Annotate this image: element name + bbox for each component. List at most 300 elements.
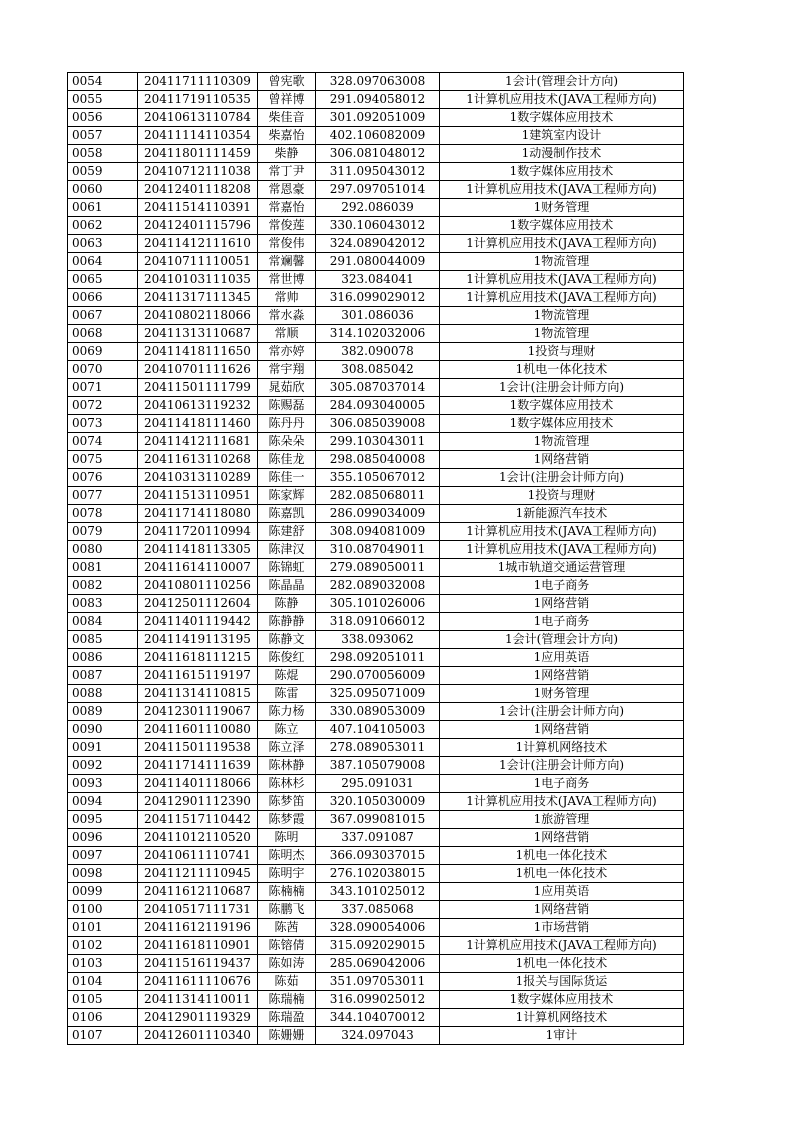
- student-name-cell: 陈佳一: [258, 469, 316, 487]
- score-cell: 291.094058012: [316, 91, 440, 109]
- exam-number-cell: 20412901119329: [138, 1009, 258, 1027]
- serial-number-cell: 0074: [68, 433, 138, 451]
- exam-number-cell: 20411412111681: [138, 433, 258, 451]
- serial-number-cell: 0095: [68, 811, 138, 829]
- exam-number-cell: 20411114110354: [138, 127, 258, 145]
- score-cell: 301.092051009: [316, 109, 440, 127]
- score-cell: 292.086039: [316, 199, 440, 217]
- major-cell: 1电子商务: [440, 577, 684, 595]
- major-cell: 1网络营销: [440, 451, 684, 469]
- serial-number-cell: 0071: [68, 379, 138, 397]
- serial-number-cell: 0060: [68, 181, 138, 199]
- table-row: [68, 433, 684, 451]
- serial-number-cell: 0056: [68, 109, 138, 127]
- major-cell: 1机电一体化技术: [440, 361, 684, 379]
- serial-number-cell: 0085: [68, 631, 138, 649]
- table-row: [68, 307, 684, 325]
- table-row: [68, 595, 684, 613]
- serial-number-cell: 0064: [68, 253, 138, 271]
- exam-number-cell: 20411419113195: [138, 631, 258, 649]
- student-name-cell: 柴佳音: [258, 109, 316, 127]
- student-name-cell: 陈晶晶: [258, 577, 316, 595]
- student-name-cell: 常俊伟: [258, 235, 316, 253]
- score-cell: 308.085042: [316, 361, 440, 379]
- serial-number-cell: 0069: [68, 343, 138, 361]
- serial-number-cell: 0063: [68, 235, 138, 253]
- exam-number-cell: 20411313110687: [138, 325, 258, 343]
- exam-number-cell: 20411401118066: [138, 775, 258, 793]
- major-cell: 1投资与理财: [440, 487, 684, 505]
- exam-number-cell: 20411618111215: [138, 649, 258, 667]
- exam-number-cell: 20410517111731: [138, 901, 258, 919]
- table-row: [68, 451, 684, 469]
- major-cell: 1应用英语: [440, 883, 684, 901]
- score-cell: 387.105079008: [316, 757, 440, 775]
- major-cell: 1财务管理: [440, 199, 684, 217]
- serial-number-cell: 0079: [68, 523, 138, 541]
- score-cell: 301.086036: [316, 307, 440, 325]
- score-cell: 298.085040008: [316, 451, 440, 469]
- score-cell: 290.070056009: [316, 667, 440, 685]
- table-row: [68, 127, 684, 145]
- major-cell: 1数字媒体应用技术: [440, 415, 684, 433]
- serial-number-cell: 0092: [68, 757, 138, 775]
- student-name-cell: 陈雷: [258, 685, 316, 703]
- table-row: [68, 253, 684, 271]
- serial-number-cell: 0067: [68, 307, 138, 325]
- exam-number-cell: 20410712111038: [138, 163, 258, 181]
- table-row: [68, 631, 684, 649]
- score-cell: 402.106082009: [316, 127, 440, 145]
- major-cell: 1数字媒体应用技术: [440, 991, 684, 1009]
- serial-number-cell: 0097: [68, 847, 138, 865]
- exam-number-cell: 20411012110520: [138, 829, 258, 847]
- table-row: [68, 469, 684, 487]
- student-name-cell: 陈镕倩: [258, 937, 316, 955]
- score-cell: 279.089050011: [316, 559, 440, 577]
- score-cell: 355.105067012: [316, 469, 440, 487]
- exam-number-cell: 20410711110051: [138, 253, 258, 271]
- score-cell: 320.105030009: [316, 793, 440, 811]
- score-cell: 306.081048012: [316, 145, 440, 163]
- table-row: [68, 73, 684, 91]
- student-name-cell: 陈锦虹: [258, 559, 316, 577]
- table-row: [68, 199, 684, 217]
- table-row: [68, 397, 684, 415]
- score-cell: 324.097043: [316, 1027, 440, 1045]
- major-cell: 1报关与国际货运: [440, 973, 684, 991]
- exam-number-cell: 20411418111650: [138, 343, 258, 361]
- serial-number-cell: 0077: [68, 487, 138, 505]
- score-cell: 324.089042012: [316, 235, 440, 253]
- major-cell: 1会计(注册会计师方向): [440, 703, 684, 721]
- major-cell: 1数字媒体应用技术: [440, 163, 684, 181]
- student-name-cell: 陈力杨: [258, 703, 316, 721]
- student-name-cell: 陈立: [258, 721, 316, 739]
- exam-number-cell: 20410613110784: [138, 109, 258, 127]
- score-cell: 295.091031: [316, 775, 440, 793]
- exam-number-cell: 20410613119232: [138, 397, 258, 415]
- serial-number-cell: 0068: [68, 325, 138, 343]
- table-row: [68, 271, 684, 289]
- table-row: [68, 343, 684, 361]
- table-row: [68, 739, 684, 757]
- major-cell: 1计算机应用技术(JAVA工程师方向): [440, 937, 684, 955]
- serial-number-cell: 0061: [68, 199, 138, 217]
- serial-number-cell: 0081: [68, 559, 138, 577]
- major-cell: 1网络营销: [440, 901, 684, 919]
- exam-number-cell: 20412501112604: [138, 595, 258, 613]
- exam-number-cell: 20411418113305: [138, 541, 258, 559]
- score-cell: 282.089032008: [316, 577, 440, 595]
- exam-number-cell: 20411513110951: [138, 487, 258, 505]
- major-cell: 1网络营销: [440, 829, 684, 847]
- student-name-cell: 陈丹丹: [258, 415, 316, 433]
- score-cell: 366.093037015: [316, 847, 440, 865]
- major-cell: 1计算机应用技术(JAVA工程师方向): [440, 181, 684, 199]
- major-cell: 1网络营销: [440, 667, 684, 685]
- score-cell: 310.087049011: [316, 541, 440, 559]
- major-cell: 1城市轨道交通运营管理: [440, 559, 684, 577]
- score-cell: 316.099025012: [316, 991, 440, 1009]
- serial-number-cell: 0059: [68, 163, 138, 181]
- score-cell: 278.089053011: [316, 739, 440, 757]
- score-cell: 297.097051014: [316, 181, 440, 199]
- student-name-cell: 常亦婷: [258, 343, 316, 361]
- major-cell: 1电子商务: [440, 775, 684, 793]
- table-row: [68, 811, 684, 829]
- table-row: [68, 379, 684, 397]
- score-cell: 306.085039008: [316, 415, 440, 433]
- serial-number-cell: 0084: [68, 613, 138, 631]
- table-row: [68, 91, 684, 109]
- major-cell: 1计算机网络技术: [440, 1009, 684, 1027]
- major-cell: 1会计(管理会计方向): [440, 631, 684, 649]
- score-cell: 282.085068011: [316, 487, 440, 505]
- serial-number-cell: 0103: [68, 955, 138, 973]
- student-name-cell: 陈梦霞: [258, 811, 316, 829]
- student-name-cell: 陈静文: [258, 631, 316, 649]
- exam-number-cell: 20411516119437: [138, 955, 258, 973]
- serial-number-cell: 0086: [68, 649, 138, 667]
- exam-number-cell: 20411401119442: [138, 613, 258, 631]
- exam-number-cell: 20411314110011: [138, 991, 258, 1009]
- student-name-cell: 陈明: [258, 829, 316, 847]
- exam-number-cell: 20410802118066: [138, 307, 258, 325]
- major-cell: 1物流管理: [440, 253, 684, 271]
- major-cell: 1新能源汽车技术: [440, 505, 684, 523]
- table-row: [68, 721, 684, 739]
- student-name-cell: 晁茹欣: [258, 379, 316, 397]
- serial-number-cell: 0066: [68, 289, 138, 307]
- student-name-cell: 陈瑞盈: [258, 1009, 316, 1027]
- table-row: [68, 865, 684, 883]
- exam-number-cell: 20410313110289: [138, 469, 258, 487]
- table-row: [68, 217, 684, 235]
- serial-number-cell: 0089: [68, 703, 138, 721]
- serial-number-cell: 0105: [68, 991, 138, 1009]
- major-cell: 1计算机应用技术(JAVA工程师方向): [440, 793, 684, 811]
- student-name-cell: 常斓馨: [258, 253, 316, 271]
- exam-number-cell: 20411317111345: [138, 289, 258, 307]
- student-name-cell: 陈静静: [258, 613, 316, 631]
- serial-number-cell: 0088: [68, 685, 138, 703]
- score-cell: 316.099029012: [316, 289, 440, 307]
- exam-number-cell: 20412401118208: [138, 181, 258, 199]
- student-name-cell: 陈茹: [258, 973, 316, 991]
- major-cell: 1物流管理: [440, 325, 684, 343]
- exam-number-cell: 20411614110007: [138, 559, 258, 577]
- exam-number-cell: 20411211110945: [138, 865, 258, 883]
- student-name-cell: 曾宪歌: [258, 73, 316, 91]
- student-name-cell: 陈明宇: [258, 865, 316, 883]
- student-name-cell: 常帅: [258, 289, 316, 307]
- serial-number-cell: 0106: [68, 1009, 138, 1027]
- serial-number-cell: 0107: [68, 1027, 138, 1045]
- student-name-cell: 陈焜: [258, 667, 316, 685]
- serial-number-cell: 0055: [68, 91, 138, 109]
- table-row: [68, 667, 684, 685]
- score-cell: 291.080044009: [316, 253, 440, 271]
- table-row: [68, 793, 684, 811]
- student-name-cell: 柴静: [258, 145, 316, 163]
- major-cell: 1市场营销: [440, 919, 684, 937]
- serial-number-cell: 0099: [68, 883, 138, 901]
- major-cell: 1机电一体化技术: [440, 955, 684, 973]
- serial-number-cell: 0058: [68, 145, 138, 163]
- table-row: [68, 901, 684, 919]
- score-cell: 298.092051011: [316, 649, 440, 667]
- exam-number-cell: 20410103111035: [138, 271, 258, 289]
- major-cell: 1电子商务: [440, 613, 684, 631]
- exam-number-cell: 20411501111799: [138, 379, 258, 397]
- student-name-cell: 陈楠楠: [258, 883, 316, 901]
- table-row: [68, 955, 684, 973]
- score-cell: 315.092029015: [316, 937, 440, 955]
- major-cell: 1动漫制作技术: [440, 145, 684, 163]
- table-row: [68, 829, 684, 847]
- score-cell: 343.101025012: [316, 883, 440, 901]
- student-name-cell: 陈立泽: [258, 739, 316, 757]
- score-cell: 305.087037014: [316, 379, 440, 397]
- table-row: [68, 523, 684, 541]
- student-name-cell: 陈茜: [258, 919, 316, 937]
- student-name-cell: 常恩豪: [258, 181, 316, 199]
- serial-number-cell: 0076: [68, 469, 138, 487]
- major-cell: 1计算机应用技术(JAVA工程师方向): [440, 235, 684, 253]
- student-name-cell: 陈静: [258, 595, 316, 613]
- score-cell: 330.089053009: [316, 703, 440, 721]
- score-cell: 367.099081015: [316, 811, 440, 829]
- major-cell: 1数字媒体应用技术: [440, 109, 684, 127]
- major-cell: 1计算机应用技术(JAVA工程师方向): [440, 523, 684, 541]
- student-name-cell: 柴嘉怡: [258, 127, 316, 145]
- table-row: [68, 775, 684, 793]
- score-cell: 328.097063008: [316, 73, 440, 91]
- table-row: [68, 325, 684, 343]
- serial-number-cell: 0054: [68, 73, 138, 91]
- table-row: [68, 559, 684, 577]
- table-row: [68, 685, 684, 703]
- major-cell: 1建筑室内设计: [440, 127, 684, 145]
- table-row: [68, 577, 684, 595]
- major-cell: 1计算机应用技术(JAVA工程师方向): [440, 541, 684, 559]
- score-cell: 325.095071009: [316, 685, 440, 703]
- score-cell: 276.102038015: [316, 865, 440, 883]
- exam-number-cell: 20411412111610: [138, 235, 258, 253]
- serial-number-cell: 0070: [68, 361, 138, 379]
- score-cell: 337.091087: [316, 829, 440, 847]
- major-cell: 1会计(注册会计师方向): [440, 757, 684, 775]
- major-cell: 1会计(注册会计师方向): [440, 379, 684, 397]
- student-name-cell: 陈朵朵: [258, 433, 316, 451]
- serial-number-cell: 0080: [68, 541, 138, 559]
- table-row: [68, 649, 684, 667]
- exam-number-cell: 20411613110268: [138, 451, 258, 469]
- serial-number-cell: 0073: [68, 415, 138, 433]
- serial-number-cell: 0083: [68, 595, 138, 613]
- exam-number-cell: 20411314110815: [138, 685, 258, 703]
- table-row: [68, 883, 684, 901]
- major-cell: 1计算机应用技术(JAVA工程师方向): [440, 271, 684, 289]
- serial-number-cell: 0090: [68, 721, 138, 739]
- table-row: [68, 991, 684, 1009]
- student-name-cell: 陈林静: [258, 757, 316, 775]
- major-cell: 1旅游管理: [440, 811, 684, 829]
- major-cell: 1数字媒体应用技术: [440, 397, 684, 415]
- score-cell: 328.090054006: [316, 919, 440, 937]
- student-name-cell: 常俊莲: [258, 217, 316, 235]
- table-row: [68, 235, 684, 253]
- exam-number-cell: 20412901112390: [138, 793, 258, 811]
- table-row: [68, 541, 684, 559]
- student-name-cell: 曾祥博: [258, 91, 316, 109]
- exam-number-cell: 20411612110687: [138, 883, 258, 901]
- major-cell: 1网络营销: [440, 721, 684, 739]
- serial-number-cell: 0075: [68, 451, 138, 469]
- table-row: [68, 181, 684, 199]
- score-cell: 338.093062: [316, 631, 440, 649]
- student-name-cell: 陈如涛: [258, 955, 316, 973]
- serial-number-cell: 0057: [68, 127, 138, 145]
- exam-number-cell: 20411711110309: [138, 73, 258, 91]
- serial-number-cell: 0096: [68, 829, 138, 847]
- exam-number-cell: 20411517110442: [138, 811, 258, 829]
- table-row: [68, 1009, 684, 1027]
- major-cell: 1应用英语: [440, 649, 684, 667]
- major-cell: 1机电一体化技术: [440, 865, 684, 883]
- table-row: [68, 703, 684, 721]
- score-cell: 330.106043012: [316, 217, 440, 235]
- exam-number-cell: 20411714118080: [138, 505, 258, 523]
- exam-number-cell: 20412301119067: [138, 703, 258, 721]
- student-name-cell: 陈建舒: [258, 523, 316, 541]
- major-cell: 1计算机应用技术(JAVA工程师方向): [440, 289, 684, 307]
- score-cell: 407.104105003: [316, 721, 440, 739]
- exam-number-cell: 20412601110340: [138, 1027, 258, 1045]
- table-row: [68, 1027, 684, 1045]
- major-cell: 1网络营销: [440, 595, 684, 613]
- table-row: [68, 505, 684, 523]
- student-name-cell: 陈俊红: [258, 649, 316, 667]
- serial-number-cell: 0072: [68, 397, 138, 415]
- student-name-cell: 陈林杉: [258, 775, 316, 793]
- major-cell: 1会计(管理会计方向): [440, 73, 684, 91]
- table-row: [68, 613, 684, 631]
- table-row: [68, 415, 684, 433]
- serial-number-cell: 0102: [68, 937, 138, 955]
- score-cell: 299.103043011: [316, 433, 440, 451]
- table-row: [68, 145, 684, 163]
- exam-number-cell: 20411501119538: [138, 739, 258, 757]
- student-name-cell: 陈姗姗: [258, 1027, 316, 1045]
- serial-number-cell: 0104: [68, 973, 138, 991]
- serial-number-cell: 0098: [68, 865, 138, 883]
- student-name-cell: 陈津汉: [258, 541, 316, 559]
- exam-number-cell: 20411714111639: [138, 757, 258, 775]
- student-name-cell: 常顺: [258, 325, 316, 343]
- results-table-body: [68, 73, 684, 1045]
- exam-number-cell: 20411618110901: [138, 937, 258, 955]
- student-name-cell: 陈鹏飞: [258, 901, 316, 919]
- exam-number-cell: 20411719110535: [138, 91, 258, 109]
- score-cell: 314.102032006: [316, 325, 440, 343]
- exam-number-cell: 20411801111459: [138, 145, 258, 163]
- student-name-cell: 常宇翔: [258, 361, 316, 379]
- serial-number-cell: 0100: [68, 901, 138, 919]
- exam-number-cell: 20411418111460: [138, 415, 258, 433]
- table-row: [68, 937, 684, 955]
- student-name-cell: 陈梦笛: [258, 793, 316, 811]
- major-cell: 1计算机网络技术: [440, 739, 684, 757]
- exam-number-cell: 20411514110391: [138, 199, 258, 217]
- student-name-cell: 陈明杰: [258, 847, 316, 865]
- exam-number-cell: 20410611110741: [138, 847, 258, 865]
- serial-number-cell: 0091: [68, 739, 138, 757]
- table-row: [68, 757, 684, 775]
- score-cell: 285.069042006: [316, 955, 440, 973]
- serial-number-cell: 0062: [68, 217, 138, 235]
- major-cell: 1物流管理: [440, 433, 684, 451]
- student-name-cell: 常丁尹: [258, 163, 316, 181]
- major-cell: 1计算机应用技术(JAVA工程师方向): [440, 91, 684, 109]
- table-row: [68, 163, 684, 181]
- score-cell: 286.099034009: [316, 505, 440, 523]
- serial-number-cell: 0094: [68, 793, 138, 811]
- table-row: [68, 973, 684, 991]
- score-cell: 337.085068: [316, 901, 440, 919]
- exam-number-cell: 20411615119197: [138, 667, 258, 685]
- exam-number-cell: 20410701111626: [138, 361, 258, 379]
- student-name-cell: 常世博: [258, 271, 316, 289]
- score-cell: 305.101026006: [316, 595, 440, 613]
- serial-number-cell: 0087: [68, 667, 138, 685]
- table-row: [68, 847, 684, 865]
- exam-number-cell: 20411612119196: [138, 919, 258, 937]
- score-cell: 284.093040005: [316, 397, 440, 415]
- major-cell: 1数字媒体应用技术: [440, 217, 684, 235]
- serial-number-cell: 0101: [68, 919, 138, 937]
- table-row: [68, 361, 684, 379]
- serial-number-cell: 0093: [68, 775, 138, 793]
- table-row: [68, 289, 684, 307]
- serial-number-cell: 0082: [68, 577, 138, 595]
- score-cell: 318.091066012: [316, 613, 440, 631]
- major-cell: 1投资与理财: [440, 343, 684, 361]
- major-cell: 1机电一体化技术: [440, 847, 684, 865]
- score-cell: 351.097053011: [316, 973, 440, 991]
- major-cell: 1物流管理: [440, 307, 684, 325]
